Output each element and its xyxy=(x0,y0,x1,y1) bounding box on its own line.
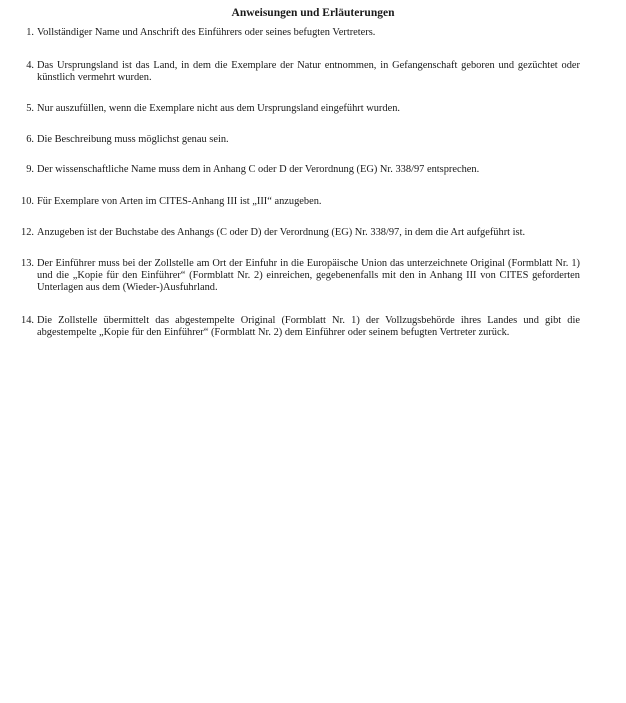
item-number: 12. xyxy=(21,227,34,238)
item-number: 1. xyxy=(26,27,34,38)
item-text: Für Exemplare von Arten im CITES-Anhang III ist „III“ anzugeben. xyxy=(37,196,322,207)
instruction-item-10 xyxy=(20,196,580,208)
instruction-item-5 xyxy=(20,103,580,115)
instruction-item-6 xyxy=(20,134,580,146)
item-text: Vollständiger Name und Anschrift des Einführers oder seines befugten Vertreters. xyxy=(37,27,376,38)
instruction-item-4 xyxy=(20,60,580,84)
instruction-item-12 xyxy=(20,227,580,239)
item-text: Der wissenschaftliche Name muss dem in Anhang C oder D der Verordnung (EG) Nr. 338/97 entsprechen. xyxy=(37,164,480,175)
item-number: 13. xyxy=(21,258,34,269)
instruction-item-9 xyxy=(20,164,580,176)
item-number: 9. xyxy=(26,164,34,175)
instruction-item-1 xyxy=(20,27,580,39)
item-number: 5. xyxy=(26,103,34,114)
item-number: 6. xyxy=(26,134,34,145)
item-text: Die Beschreibung muss möglichst genau sein. xyxy=(37,134,229,145)
item-number: 4. xyxy=(26,60,34,71)
page-title: Anweisungen und Erläuterungen xyxy=(231,7,395,19)
item-text: Das Ursprungsland ist das Land, in dem die Exemplare der Natur entnommen, in Gefangenschaft geboren und gezüchtet oder künstlich vermehrt wurden. xyxy=(37,60,580,83)
item-text: Nur auszufüllen, wenn die Exemplare nicht aus dem Ursprungsland eingeführt wurden. xyxy=(37,103,400,114)
instruction-item-13 xyxy=(20,258,580,293)
item-text: Die Zollstelle übermittelt das abgestempelte Original (Formblatt Nr. 1) der Vollzugsbehörde ihres Landes und gibt die abgestempelte „Kopie für den Einführer“ (Formblatt Nr. 2) dem Einführer oder seinem befugten Vertreter zurück. xyxy=(37,315,580,338)
item-number: 10. xyxy=(21,196,34,207)
item-text: Anzugeben ist der Buchstabe des Anhangs (C oder D) der Verordnung (EG) Nr. 338/97, in dem die Art aufgeführt ist. xyxy=(37,227,526,238)
item-text: Der Einführer muss bei der Zollstelle am Ort der Einfuhr in die Europäische Union das unterzeichnete Original (Formblatt Nr. 1) und die „Kopie für den Einführer“ (Formblatt Nr. 2) einreichen, gegebenenfalls mit den in Anhang III von CITES geforderten Unterlagen aus dem (Wieder-)Ausfuhrland. xyxy=(37,258,580,293)
item-number: 14. xyxy=(21,315,34,326)
instruction-item-14 xyxy=(20,315,580,339)
